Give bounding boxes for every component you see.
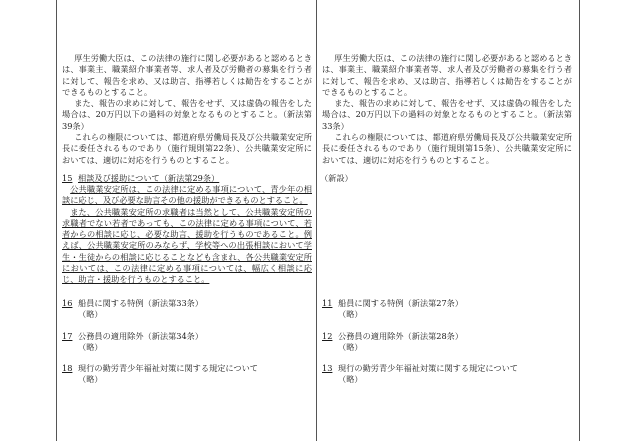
- section-13-title: 現行の勤労青少年福祉対策に関する規定について: [338, 363, 518, 373]
- section-15-body: [62, 184, 312, 286]
- right-section-13: [322, 363, 572, 385]
- left-para-1: 厚生労働大臣は、この法律の施行に関し必要があると認めるときは、事業主、職業紹介事業者等、求人者及び労働者の募集を行う者に対して、報告を求め、又は助言、指導若しくは勧告をすることができるものとすること。: [62, 53, 312, 97]
- left-intro: [62, 53, 312, 166]
- left-para-3: これらの権限については、都道府県労働局長及び公共職業安定所長に委任されるものであり（施行規則第22条）、公共職業安定所においては、適切に対応を行うものとすること。: [62, 132, 312, 165]
- right-para-3: これらの権限については、都道府県労働局長及び公共職業安定所長に委任されるものであり（施行規則第15条）、公共職業安定所においては、適切に対応を行うものとすること。: [322, 132, 572, 165]
- left-section-15: [62, 173, 312, 286]
- section-15-title: 相談及び援助について（新法第29条）: [78, 173, 220, 183]
- section-13-number: 13: [322, 363, 333, 373]
- section-16-title: 船員に関する特例（新法第33条）: [78, 298, 204, 308]
- left-para-2: また、報告の求めに対して、報告をせず、又は虚偽の報告をした場合は、20万円以下の過料の対象となるものとすること。（新法第39条）: [62, 98, 312, 131]
- section-18-title: 現行の勤労青少年福祉対策に関する規定について: [78, 363, 258, 373]
- section-15-number: 15: [62, 173, 73, 183]
- left-section-17: [62, 331, 312, 353]
- right-para-2: また、報告の求めに対して、報告をせず、又は虚偽の報告をした場合は、20万円以下の過料の対象となるものとすること。（新法第33条）: [322, 98, 572, 131]
- table-border-right: [579, 0, 580, 441]
- section-17-number: 17: [62, 331, 73, 341]
- section-11-number: 11: [322, 298, 333, 308]
- left-section-16: [62, 298, 312, 320]
- section-12-note: （略）: [338, 342, 363, 352]
- left-section-18: [62, 363, 312, 385]
- section-11-note: （略）: [338, 309, 363, 319]
- section-15-para-1: 公共職業安定所は、この法律に定める事項について、青少年の相談に応じ、及び必要な助言その他の援助ができるものとすること。: [62, 184, 312, 206]
- right-section-12: [322, 331, 572, 353]
- section-18-number: 18: [62, 363, 73, 373]
- right-new-label-block: [322, 173, 572, 184]
- new-provision-label: （新設）: [320, 173, 353, 183]
- right-para-1: 厚生労働大臣は、この法律の施行に関し必要があると認めるときは、事業主、職業紹介事業者等、求人者及び労働者の募集を行う者に対して、報告を求め、又は助言、指導若しくは勧告をすることができるものとすること。: [322, 53, 572, 97]
- section-13-note: （略）: [338, 374, 363, 384]
- section-17-title: 公務員の適用除外（新法第34条）: [78, 331, 204, 341]
- section-12-title: 公務員の適用除外（新法第28条）: [338, 331, 464, 341]
- table-border-middle: [316, 0, 317, 441]
- right-intro: [322, 53, 572, 166]
- section-17-note: （略）: [78, 342, 103, 352]
- section-18-note: （略）: [78, 374, 103, 384]
- section-12-number: 12: [322, 331, 333, 341]
- section-11-title: 船員に関する特例（新法第27条）: [338, 298, 464, 308]
- section-16-note: （略）: [78, 309, 103, 319]
- section-15-heading: [62, 173, 312, 184]
- section-16-number: 16: [62, 298, 73, 308]
- table-border-left: [56, 0, 57, 441]
- right-section-11: [322, 298, 572, 320]
- section-15-para-2: また、公共職業安定所の求職者は当然として、公共職業安定所の求職者でない若者であっても、この法律に定める事項について、若者からの相談に応じ、必要な助言、援助を行うものであること。例えば、公共職業安定所のみならず、学校等への出張相談において学生・生徒からの相談に応じることなども含まれ、各公共職業安定所においては、この法律に定める事項については、幅広く相談に応じ、助言・援助を行うものとすること。: [62, 206, 312, 285]
